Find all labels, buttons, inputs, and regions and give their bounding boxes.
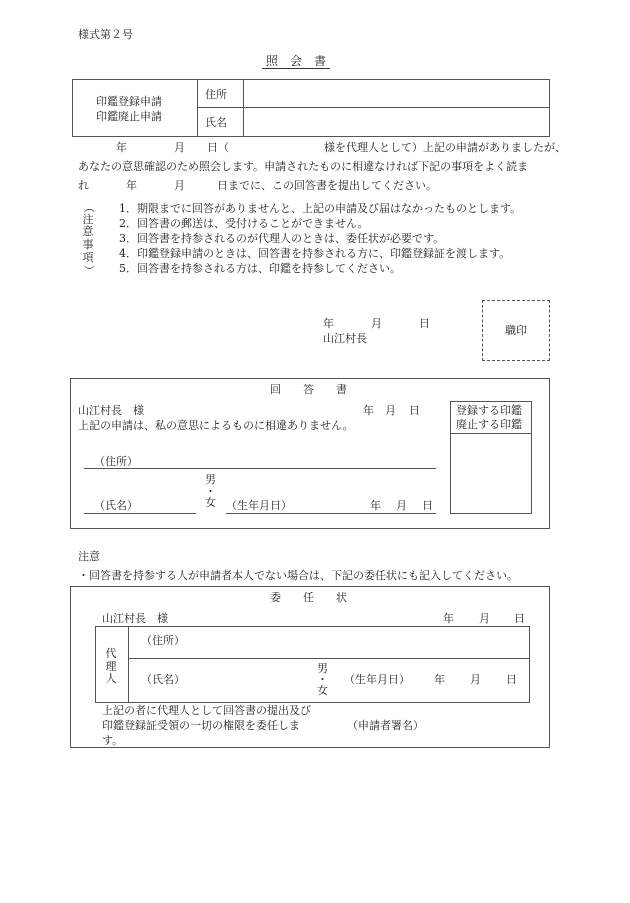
proxy-title: 委 任 状 <box>270 591 347 604</box>
proxy-year: 年 <box>443 612 454 625</box>
form-number: 様式第２号 <box>78 28 133 41</box>
answer-dob-month: 月 <box>396 499 407 512</box>
intro-day: 日（ <box>207 141 229 154</box>
issuer-mayor: 山江村長 <box>323 332 367 345</box>
answer-gender-female: 女 <box>205 496 216 509</box>
intro-year: 年 <box>116 141 127 154</box>
agent-label: 代 理 人 <box>105 647 117 686</box>
intro-line1: 様を代理人として）上記の申請がありましたが、 <box>324 141 566 154</box>
proxy-addressee: 山江村長 様 <box>102 612 168 625</box>
address-label: 住所 <box>205 88 227 101</box>
official-seal-label: 職印 <box>505 324 527 337</box>
proxy-gender-female: 女 <box>317 684 328 697</box>
proxy-address-label: （住所） <box>141 634 185 647</box>
answer-year: 年 <box>363 404 374 417</box>
answer-month: 月 <box>385 404 396 417</box>
answer-dob-year: 年 <box>370 499 381 512</box>
proxy-dob-label: （生年月日） <box>344 673 410 686</box>
issuer-year: 年 <box>323 317 334 330</box>
proxy-name-label: （氏名） <box>141 673 185 686</box>
note-item: 1．期限までに回答がありませんと、上記の申請及び届はなかったものとします。 <box>119 202 522 215</box>
note-item: 3．回答書を持参されるのが代理人のときは、委任状が必要です。 <box>119 232 445 245</box>
proxy-month: 月 <box>479 612 490 625</box>
answer-gender-male: 男 <box>205 473 216 486</box>
note-item: 5．回答書を持参される方は、印鑑を持参してください。 <box>119 262 401 275</box>
answer-day: 日 <box>409 404 420 417</box>
intro-line2: あなたの意思確認のため照会します。申請されたものに相違なければ下記の事項をよく読ま <box>78 160 529 173</box>
delegation-line2: 印鑑登録証受領の一切の権限を委任しま <box>102 719 300 732</box>
signature-label: （申請者署名） <box>347 719 424 732</box>
delegation-line1: 上記の者に代理人として回答書の提出及び <box>102 704 311 717</box>
proxy-dob-month: 月 <box>470 673 481 686</box>
name-label: 氏名 <box>205 116 227 129</box>
application-table <box>72 79 550 137</box>
intro-month: 月 <box>174 141 185 154</box>
document-title: 照 会 書 <box>262 55 330 69</box>
answer-dob-label: （生年月日） <box>226 499 292 512</box>
caution-heading: 注意 <box>78 550 100 563</box>
notes-vertical-label: （ 注 意 事 項 ） <box>82 201 96 277</box>
answer-title: 回 答 書 <box>270 383 347 396</box>
intro-line3-start: れ <box>78 179 89 192</box>
answer-address-label: （住所） <box>94 455 138 468</box>
seal-box-abolish-label: 廃止する印鑑 <box>456 418 522 431</box>
intro-line3-rest: 日までに、この回答書を提出してください。 <box>217 179 437 192</box>
seal-box-register-label: 登録する印鑑 <box>456 404 522 417</box>
answer-name-label: （氏名） <box>94 499 138 512</box>
answer-statement: 上記の申請は、私の意思によるものに相違ありません。 <box>78 419 354 432</box>
abolition-application-label: 印鑑廃止申請 <box>96 110 162 123</box>
issuer-month: 月 <box>371 317 382 330</box>
proxy-dob-year: 年 <box>434 673 445 686</box>
registration-application-label: 印鑑登録申請 <box>96 95 162 108</box>
answer-addressee: 山江村長 様 <box>78 404 144 417</box>
note-item: 2．回答書の郵送は、受付けることができません。 <box>119 217 369 230</box>
answer-dob-day: 日 <box>422 499 433 512</box>
intro-line3-year: 年 <box>126 179 137 192</box>
caution-text: ・回答書を持参する人が申請者本人でない場合は、下記の委任状にも記入してください。 <box>78 569 518 582</box>
proxy-dob-day: 日 <box>506 673 517 686</box>
proxy-gender-male: 男 <box>317 662 328 675</box>
intro-line3-month: 月 <box>174 179 185 192</box>
delegation-line3: す。 <box>102 734 124 747</box>
answer-gender-dot: ・ <box>205 485 216 498</box>
note-item: 4．印鑑登録申請のときは、回答書を持参される方に、印鑑登録証を渡します。 <box>119 247 511 260</box>
proxy-gender-dot: ・ <box>317 673 328 686</box>
proxy-day: 日 <box>514 612 525 625</box>
issuer-day: 日 <box>419 317 430 330</box>
